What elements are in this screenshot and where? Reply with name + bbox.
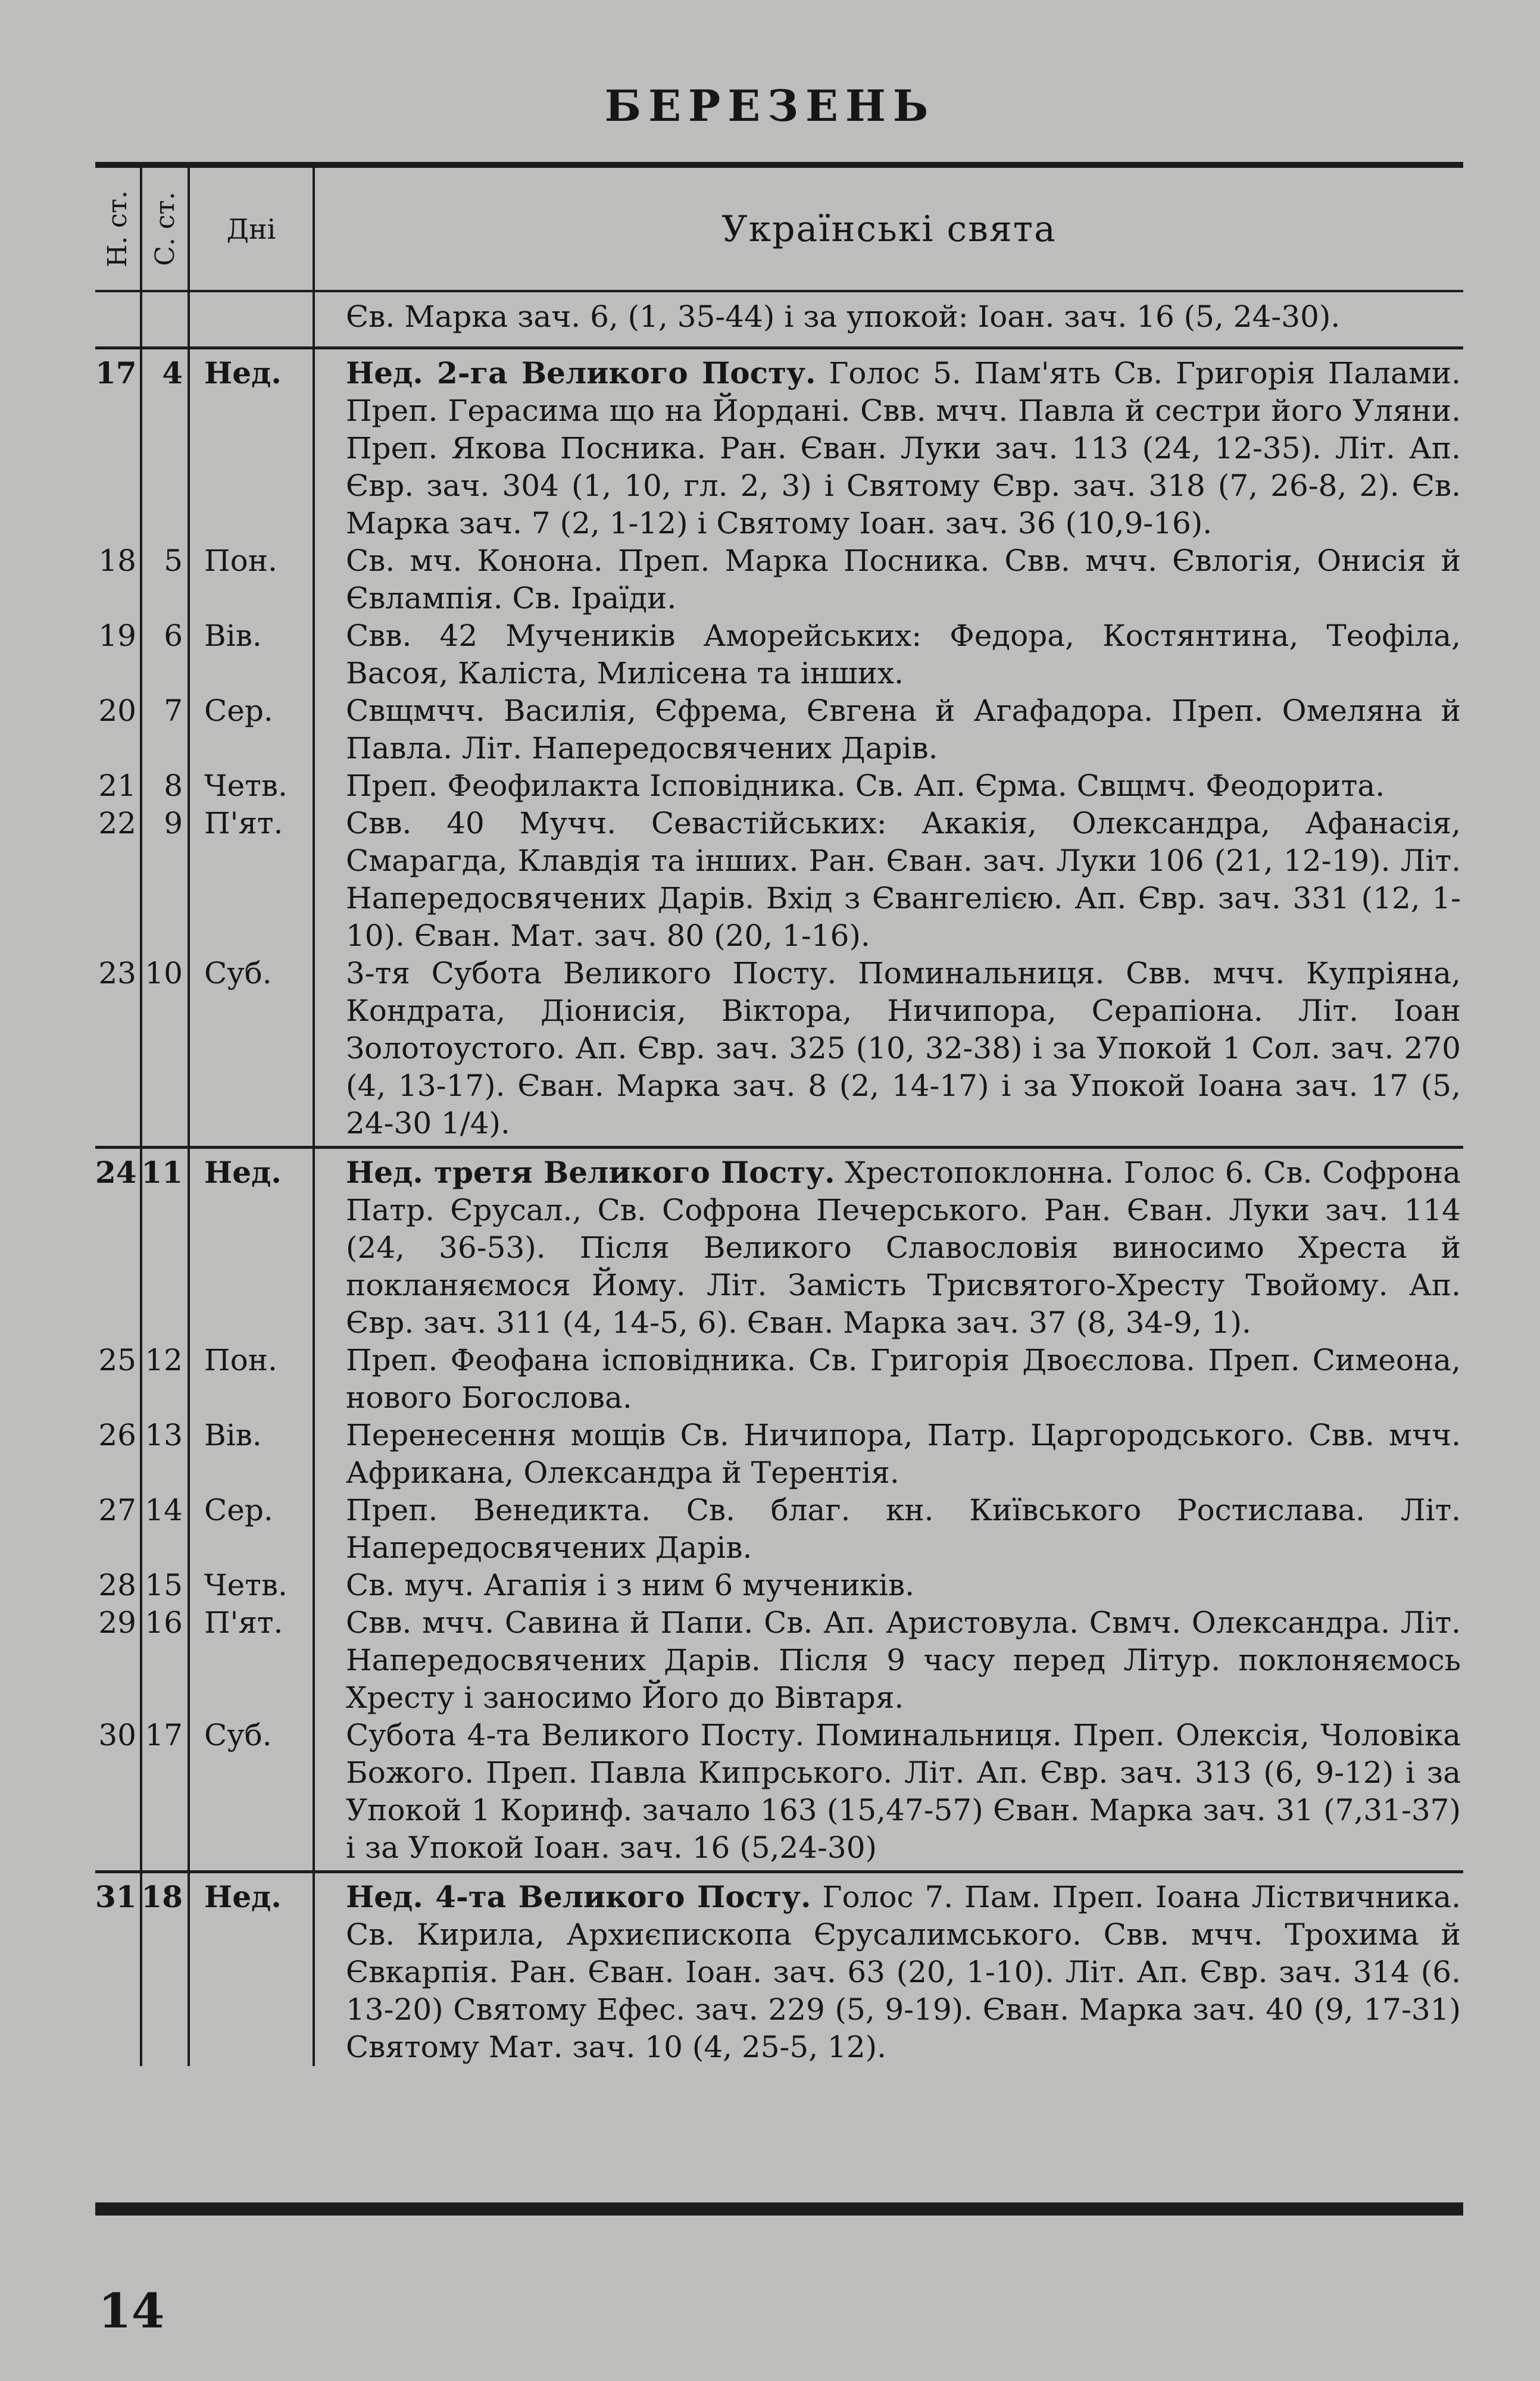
holiday-description xyxy=(313,1417,1463,1492)
weekday: Пон. xyxy=(204,1343,277,1377)
new-style-date: 18 xyxy=(98,543,136,578)
holiday-text: Св. мч. Конона. Преп. Марка Посника. Свв. мчч. Євлогія, Онисія й Євлампія. Св. Іраїди. xyxy=(346,543,1461,615)
weekday: Четв. xyxy=(204,1568,288,1602)
weekday: Нед. xyxy=(204,355,282,390)
table-row xyxy=(95,692,1463,767)
table-row xyxy=(95,1492,1463,1567)
old-style-date: 6 xyxy=(164,618,183,653)
new-style-date: 31 xyxy=(95,1879,137,1914)
weekday: Сер. xyxy=(204,693,273,728)
holiday-description xyxy=(313,805,1463,955)
old-style-date: 17 xyxy=(145,1718,183,1752)
new-style-date: 29 xyxy=(98,1605,136,1640)
header-new-style-label: Н. ст. xyxy=(102,190,133,268)
table-row xyxy=(95,1870,1463,2066)
old-style-date: 18 xyxy=(141,1879,183,1914)
holiday-description xyxy=(313,955,1463,1142)
holiday-description xyxy=(313,1154,1463,1342)
holiday-text: 3-тя Субота Великого Посту. Поминальниця. Свв. мчч. Купріяна, Кондрата, Діонисія, Віктора, Ничипора, Серапіона. Літ. Іоан Золотоустого. Ап. Євр. зач. 325 (10, 32-38) і за Упокой 1 Сол. зач. 270 (4, 13-17). Єван. Марка зач. 8 (2, 14-17) і за Упокой Іоана зач. 17 (5, 24-30 1/4). xyxy=(346,956,1461,1140)
holiday-description xyxy=(313,542,1463,617)
table-row xyxy=(95,542,1463,617)
holiday-description xyxy=(313,767,1463,805)
sunday-title: Нед. 4-та Великого Посту. xyxy=(346,1879,811,1914)
holiday-description xyxy=(313,617,1463,692)
holiday-text: Св. муч. Агапія і з ним 6 мучеників. xyxy=(346,1568,915,1602)
weekday: Суб. xyxy=(204,956,272,990)
old-style-date: 14 xyxy=(145,1493,183,1527)
weekday: Нед. xyxy=(204,1155,282,1190)
page-title: БЕРЕЗЕНЬ xyxy=(604,80,936,131)
bottom-rule xyxy=(95,2202,1463,2216)
weekday: Суб. xyxy=(204,1718,272,1752)
table-row xyxy=(95,1717,1463,1867)
weekday: Пон. xyxy=(204,543,277,578)
weekday: П'ят. xyxy=(204,1605,283,1640)
new-style-date: 24 xyxy=(95,1155,137,1190)
holiday-description xyxy=(313,1567,1463,1604)
new-style-date: 28 xyxy=(98,1568,136,1602)
table-row xyxy=(95,617,1463,692)
holiday-description xyxy=(313,1492,1463,1567)
old-style-date: 8 xyxy=(164,768,183,803)
old-style-date: 13 xyxy=(145,1418,183,1452)
header-old-style-label: С. ст. xyxy=(149,192,180,266)
calendar-table xyxy=(95,168,1463,2066)
old-style-date: 10 xyxy=(145,956,183,990)
new-style-date: 26 xyxy=(98,1418,136,1452)
old-style-date: 11 xyxy=(141,1155,183,1190)
header-days: Дні xyxy=(226,213,276,245)
holiday-text: Свв. 42 Мучеників Аморейських: Федора, Костянтина, Теофіла, Васоя, Каліста, Милісена та інших. xyxy=(346,618,1461,690)
weekday: Сер. xyxy=(204,1493,273,1527)
holiday-text: Перенесення мощів Св. Ничипора, Патр. Царгородського. Свв. мчч. Африкана, Олександра й Терентія. xyxy=(346,1418,1461,1490)
page-number: 14 xyxy=(98,2283,165,2339)
weekday: Вів. xyxy=(204,618,262,653)
new-style-date: 23 xyxy=(98,956,136,990)
holiday-description xyxy=(313,1878,1463,2066)
new-style-date: 27 xyxy=(98,1493,136,1527)
old-style-date: 15 xyxy=(145,1568,183,1602)
holiday-text: Преп. Феофана ісповідника. Св. Григорія Двоєслова. Преп. Симеона, нового Богослова. xyxy=(346,1343,1461,1415)
new-style-date: 17 xyxy=(95,355,137,390)
holiday-description xyxy=(313,692,1463,767)
holiday-description xyxy=(313,1604,1463,1717)
header-old-style xyxy=(142,168,188,290)
header-new-style xyxy=(95,168,140,290)
holiday-text: Голос 5. Пам'ять Св. Григорія Палами. Преп. Герасима що на Йордані. Свв. мчч. Павла й сестри його Уляни. Преп. Якова Посника. Ран. Єван. Луки зач. 113 (24, 12-35). Літ. Ап. Євр. зач. 304 (1, 10, гл. 2, 3) і Святому Євр. зач. 318 (7, 26-8, 2). Єв. Марка зач. 7 (2, 1-12) і Святому Іоан. зач. 36 (10,9-16). xyxy=(346,356,1461,540)
sunday-title: Нед. 2-га Великого Посту. xyxy=(346,355,816,390)
new-style-date: 21 xyxy=(98,768,136,803)
header-holidays: Українські свята xyxy=(721,208,1057,250)
old-style-date: 4 xyxy=(162,355,183,390)
weekday: Четв. xyxy=(204,768,288,803)
holiday-text: Свв. 40 Мучч. Севастійських: Акакія, Олександра, Афанасія, Смарагда, Клавдія та інших. Ран. Єван. зач. Луки 106 (21, 12-19). Літ. Напередосвячених Дарів. Вхід з Євангелією. Ап. Євр. зач. 331 (12, 1-10). Єван. Мат. зач. 80 (20, 1-16). xyxy=(346,806,1461,953)
old-style-date: 16 xyxy=(145,1605,183,1640)
holiday-text: Субота 4-та Великого Посту. Поминальниця. Преп. Олексія, Чоловіка Божого. Преп. Павла Кипрського. Літ. Ап. Євр. зач. 313 (6, 9-12) і за Упокой 1 Коринф. зачало 163 (15,47-57) Єван. Марка зач. 31 (7,31-37) і за Упокой Іоан. зач. 16 (5,24-30) xyxy=(346,1718,1461,1865)
table-row xyxy=(95,346,1463,542)
new-style-date: 22 xyxy=(98,806,136,840)
holiday-text: Свв. мчч. Савина й Папи. Св. Ап. Аристовула. Свмч. Олександра. Літ. Напередосвячених Дарів. Після 9 часу перед Літур. поклоняємось Хресту і заносимо Його до Вівтаря. xyxy=(346,1605,1461,1715)
table-header xyxy=(95,168,1463,292)
holiday-text: Преп. Венедикта. Св. благ. кн. Київського Ростислава. Літ. Напередосвячених Дарів. xyxy=(346,1493,1461,1565)
old-style-date: 9 xyxy=(164,806,183,840)
table-row xyxy=(95,1604,1463,1717)
weekday: Вів. xyxy=(204,1418,262,1452)
holiday-text: Хрестопоклонна. Голос 6. Св. Софрона Патр. Єрусал., Св. Софрона Печерського. Ран. Єван. Луки зач. 114 (24, 36-53). Після Великого Славословія виносимо Хреста й покланяємося Йому. Літ. Замість Трисвятого-Хресту Твойому. Ап. Євр. зач. 311 (4, 14-5, 6). Єван. Марка зач. 37 (8, 34-9, 1). xyxy=(346,1155,1461,1340)
sunday-title: Нед. третя Великого Посту. xyxy=(346,1155,835,1190)
table-row xyxy=(95,955,1463,1142)
table-row xyxy=(95,1342,1463,1417)
weekday: П'ят. xyxy=(204,806,283,840)
new-style-date: 25 xyxy=(98,1343,136,1377)
table-row xyxy=(95,1417,1463,1492)
holiday-text: Преп. Феофилакта Ісповідника. Св. Ап. Єрма. Свщмч. Феодорита. xyxy=(346,768,1385,803)
table-row xyxy=(95,1567,1463,1604)
holiday-description xyxy=(313,1717,1463,1867)
new-style-date: 19 xyxy=(98,618,136,653)
table-body xyxy=(95,292,1463,2066)
old-style-date: 7 xyxy=(164,693,183,728)
table-row xyxy=(95,1146,1463,1342)
holiday-text: Голос 7. Пам. Преп. Іоана Ліствичника. Св. Кирила, Архиєпископа Єрусалимського. Свв. мчч. Трохима й Євкарпія. Ран. Єван. Іоан. зач. 63 (20, 1-10). Літ. Ап. Євр. зач. 314 (6. 13-20) Святому Ефес. зач. 229 (5, 9-19). Єван. Марка зач. 40 (9, 17-31) Святому Мат. зач. 10 (4, 25-5, 12). xyxy=(346,1880,1461,2064)
holiday-description xyxy=(313,1342,1463,1417)
holiday-description xyxy=(313,354,1463,542)
old-style-date: 12 xyxy=(145,1343,183,1377)
new-style-date: 20 xyxy=(98,693,136,728)
old-style-date: 5 xyxy=(164,543,183,578)
new-style-date: 30 xyxy=(98,1718,136,1752)
weekday: Нед. xyxy=(204,1879,282,1914)
intro-text: Єв. Марка зач. 6, (1, 35-44) і за упокой: Іоан. зач. 16 (5, 24-30). xyxy=(346,299,1341,334)
intro-row xyxy=(95,292,1463,343)
table-row xyxy=(95,805,1463,955)
holiday-text: Свщмчч. Василія, Єфрема, Євгена й Агафадора. Преп. Омеляна й Павла. Літ. Напередосвячених Дарів. xyxy=(346,693,1461,765)
table-row xyxy=(95,767,1463,805)
top-rule xyxy=(95,162,1463,168)
